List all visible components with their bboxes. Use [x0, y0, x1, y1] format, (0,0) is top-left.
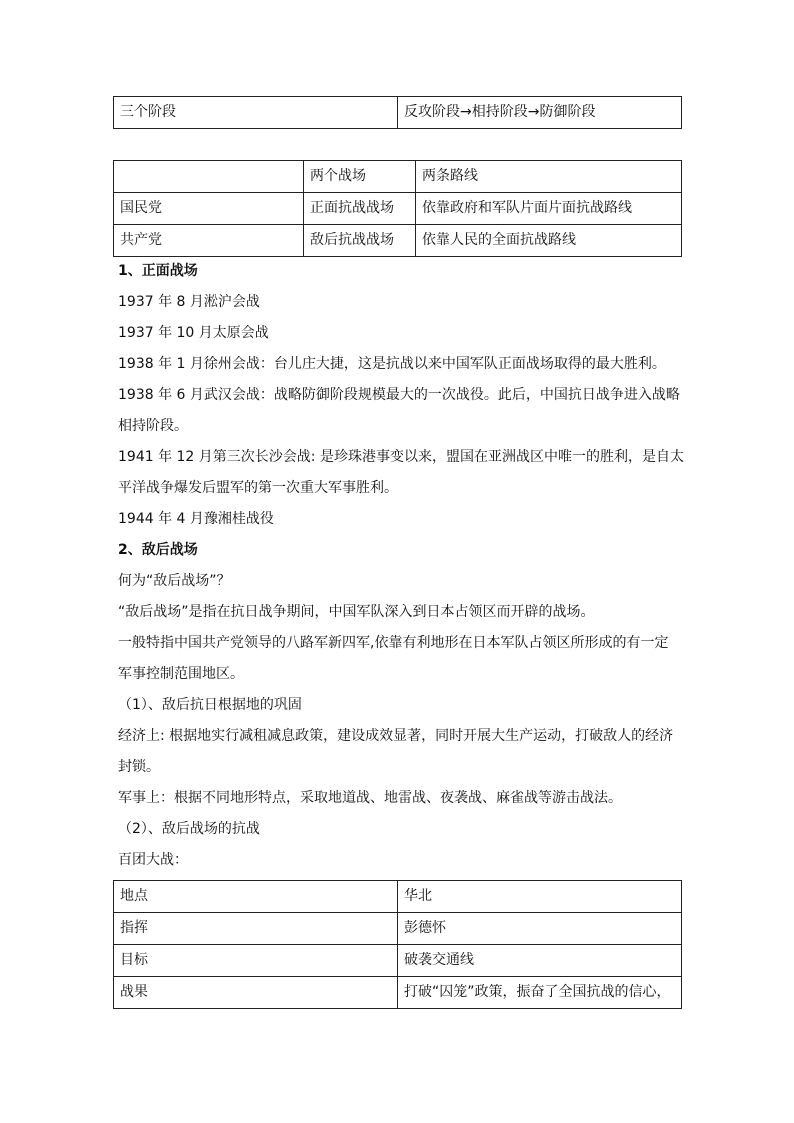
table-row [114, 193, 682, 225]
text-line: 封锁。 [118, 759, 160, 775]
table-row [114, 97, 682, 129]
table-cell: 依靠人民的全面抗战路线 [416, 225, 682, 257]
subsection-heading: （1）、敌后抗日根据地的巩固 [118, 697, 302, 713]
table-header-cell: 两个战场 [304, 161, 416, 193]
text-line: 1937 年 10 月太原会战 [118, 325, 269, 341]
text-line: 1937 年 8 月淞沪会战 [118, 294, 260, 310]
text-line: “敌后战场”是指在抗日战争期间，中国军队深入到日本占领区而开辟的战场。 [118, 604, 595, 620]
table-cell: 三个阶段 [114, 97, 398, 129]
battlefields-table [113, 160, 682, 257]
table-header-cell [114, 161, 304, 193]
table-cell: 依靠政府和军队片面片面抗战路线 [416, 193, 682, 225]
text-line: 1941 年 12 月第三次长沙会战: 是珍珠港事变以来，盟国在亚洲战区中唯一的胜利，是自太 [118, 449, 684, 465]
text-line: 军事控制范围地区。 [118, 666, 244, 682]
table-cell: 华北 [398, 881, 682, 913]
table-row [114, 977, 682, 1009]
subsection-heading: （2）、敌后战场的抗战 [118, 821, 260, 837]
table-cell: 目标 [114, 945, 398, 977]
table-row [114, 913, 682, 945]
stages-table [113, 96, 682, 129]
text-line: 1944 年 4 月豫湘桂战役 [118, 511, 274, 527]
table-cell: 彭德怀 [398, 913, 682, 945]
text-line: 1938 年 6 月武汉会战：战略防御阶段规模最大的一次战役。此后，中国抗日战争进入战略 [118, 387, 680, 403]
text-line: 相持阶段。 [118, 418, 188, 434]
table-row [114, 945, 682, 977]
hundred-regiments-table [113, 880, 682, 1009]
table-cell: 正面抗战战场 [304, 193, 416, 225]
section-heading: 2、敌后战场 [118, 542, 198, 558]
table-cell: 地点 [114, 881, 398, 913]
table-cell: 敌后抗战战场 [304, 225, 416, 257]
text-line: 军事上：根据不同地形特点，采取地道战、地雷战、夜袭战、麻雀战等游击战法。 [118, 790, 622, 806]
table-header-row [114, 161, 682, 193]
text-line: 经济上: 根据地实行减租减息政策，建设成效显著，同时开展大生产运动，打破敌人的经济 [118, 728, 674, 744]
table-cell: 共产党 [114, 225, 304, 257]
table-cell: 战果 [114, 977, 398, 1009]
text-line: 百团大战： [118, 852, 188, 868]
table-cell: 指挥 [114, 913, 398, 945]
text-line: 一般特指中国共产党领导的八路军新四军,依靠有利地形在日本军队占领区所形成的有一定 [118, 635, 669, 651]
table-cell: 国民党 [114, 193, 304, 225]
section-heading: 1、正面战场 [118, 263, 198, 279]
text-line: 何为“敌后战场”？ [118, 573, 231, 589]
table-cell: 反攻阶段→相持阶段→防御阶段 [398, 97, 682, 129]
table-row [114, 881, 682, 913]
table-cell: 破袭交通线 [398, 945, 682, 977]
text-line: 1938 年 1 月徐州会战：台儿庄大捷，这是抗战以来中国军队正面战场取得的最大胜利。 [118, 356, 666, 372]
table-cell: 打破“囚笼”政策，振奋了全国抗战的信心， [398, 977, 682, 1009]
table-row [114, 225, 682, 257]
table-header-cell: 两条路线 [416, 161, 682, 193]
text-line: 平洋战争爆发后盟军的第一次重大军事胜利。 [118, 480, 398, 496]
